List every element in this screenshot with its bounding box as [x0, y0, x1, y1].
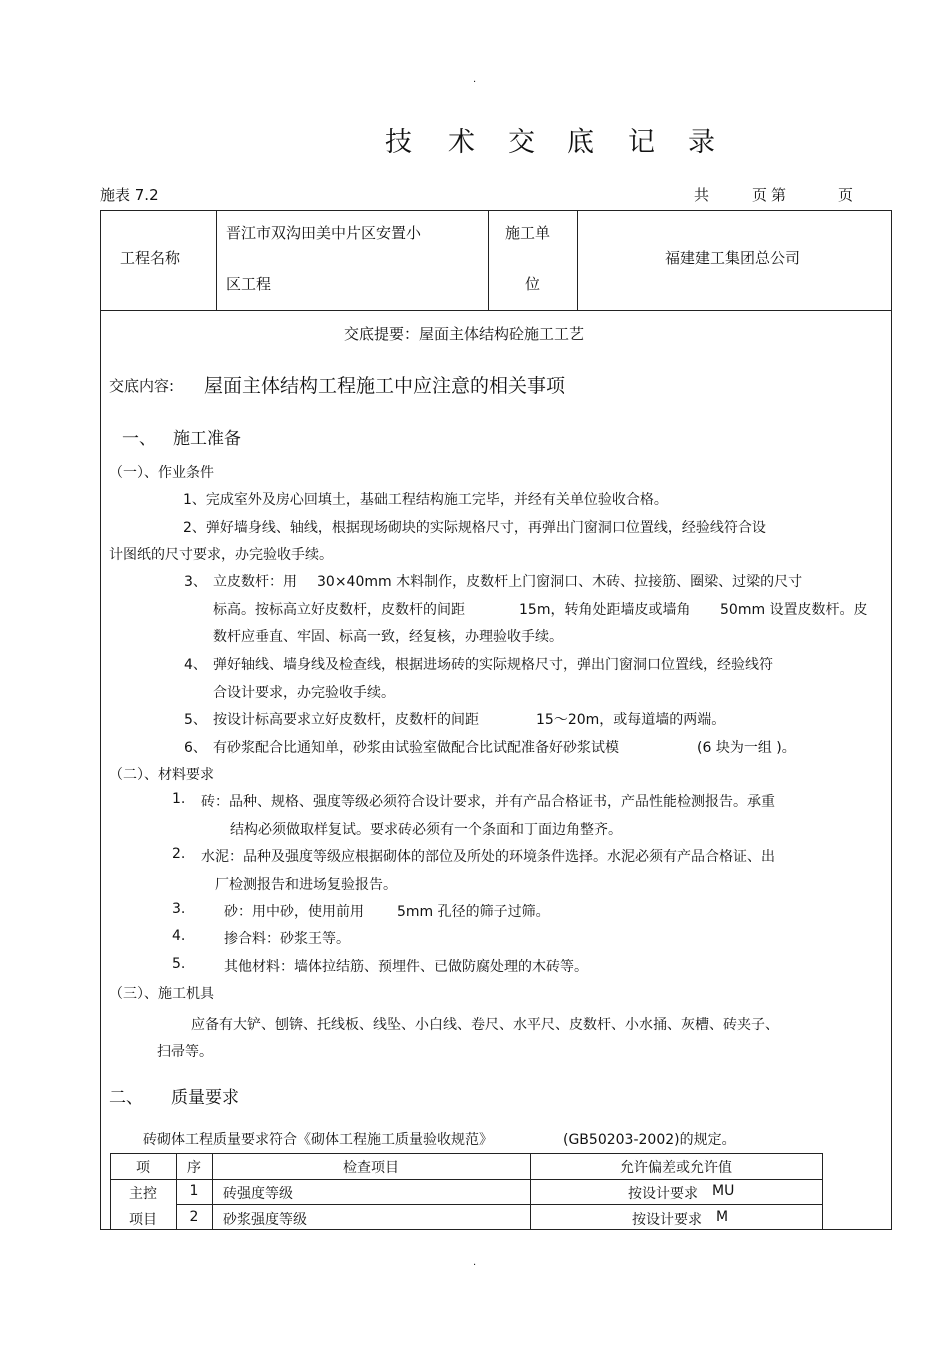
table-header-item: 检查项目: [343, 1160, 399, 1176]
subsection-materials: （二）、材料要求: [109, 767, 214, 783]
title-char: 记: [628, 127, 655, 158]
top-dot: .: [473, 74, 477, 85]
table-row-seq: 1: [189, 1183, 199, 1199]
condition-6b: (6 块为一组 )。: [697, 740, 796, 756]
material-4-number: 4.: [172, 928, 186, 944]
table-row-value: 按设计要求: [632, 1212, 702, 1228]
material-3-number: 3.: [172, 901, 186, 917]
condition-3b3: 50mm 设置皮数杆。皮: [720, 602, 868, 618]
condition-3c: 数杆应垂直、牢固、标高一致，经复核，办理验收手续。: [213, 629, 563, 645]
tools-line2: 扫帚等。: [157, 1044, 213, 1060]
section1-title: 施工准备: [173, 429, 241, 449]
table-row-value: 按设计要求: [628, 1186, 698, 1202]
section1-number: 一、: [122, 429, 156, 449]
section2-title: 质量要求: [171, 1088, 239, 1108]
title-char: 录: [688, 127, 715, 158]
page-current-label: 页第: [752, 186, 791, 204]
material-1-number: 1.: [172, 791, 186, 807]
title-char: 底: [567, 127, 594, 158]
subsection-tools: （三）、施工机具: [109, 986, 214, 1002]
construction-unit-name: 福建建工集团总公司: [665, 249, 801, 267]
title-char: 交: [508, 127, 535, 158]
title-char: 技: [385, 127, 412, 158]
condition-6a: 有砂浆配合比通知单，砂浆由试验室做配合比试配准备好砂浆试模: [213, 740, 619, 756]
material-2-number: 2.: [172, 846, 186, 862]
table-group-label-2: 项目: [129, 1212, 157, 1228]
tools-line1: 应备有大铲、刨锛、托线板、线坠、小白线、卷尺、水平尺、皮数杆、小水捅、灰槽、砖夹子、: [191, 1017, 779, 1033]
table-header-seq: 序: [187, 1160, 201, 1176]
condition-5-number: 5、: [184, 712, 207, 728]
condition-4-number: 4、: [184, 657, 207, 673]
unit-label-line2: 位: [525, 275, 541, 293]
condition-6-number: 6、: [184, 740, 207, 756]
material-2a: 水泥：品种及强度等级应根据砌体的部位及所处的环境条件选择。水泥必须有产品合格证、出: [201, 849, 775, 865]
table-row-item: 砂浆强度等级: [223, 1212, 307, 1228]
quality-intro: 砖砌体工程质量要求符合《砌体工程施工质量验收规范》: [143, 1132, 493, 1148]
form-number: 施表 7.2: [100, 186, 159, 204]
material-4a: 掺合料：砂浆王等。: [224, 931, 350, 947]
project-name-label: 工程名称: [120, 249, 181, 267]
condition-1: 1、完成室外及房心回填土，基础工程结构施工完毕，并经有关单位验收合格。: [183, 492, 668, 508]
condition-3b2: 15m，转角处距墙皮或墙角: [519, 602, 691, 618]
condition-5b: 15～20m，或每道墙的两端。: [536, 712, 726, 728]
project-name-line1: 晋江市双沟田美中片区安置小: [226, 224, 422, 242]
material-3a: 砂：用中砂，使用前用: [224, 904, 364, 920]
condition-3b1: 标高。按标高立好皮数杆，皮数杆的间距: [213, 602, 465, 618]
table-row-seq: 2: [189, 1209, 199, 1225]
material-1a: 砖：品种、规格、强度等级必须符合设计要求，并有产品合格证书，产品性能检测报告。承重: [201, 794, 775, 810]
page-end-label: 页: [838, 186, 854, 204]
material-1b: 结构必须做取样复试。要求砖必须有一个条面和丁面边角整齐。: [230, 822, 622, 838]
page-total-label: 共: [694, 186, 710, 204]
condition-3-number: 3、: [184, 574, 207, 590]
material-5a: 其他材料：墙体拉结筋、预埋件、已做防腐处理的木砖等。: [224, 959, 588, 975]
material-5-number: 5.: [172, 956, 186, 972]
condition-4a: 弹好轴线、墙身线及检查线，根据进场砖的实际规格尺寸，弹出门窗洞口位置线，经验线符: [213, 657, 773, 673]
condition-3a2: 30×40mm 木料制作，皮数杆上门窗洞口、木砖、拉接筋、圈梁、过梁的尺寸: [317, 574, 803, 590]
summary: 交底提要：屋面主体结构砼施工工艺: [344, 325, 585, 343]
condition-4b: 合设计要求，办完验收手续。: [213, 685, 395, 701]
table-header-category: 项: [136, 1160, 150, 1176]
material-2b: 厂检测报告和进场复验报告。: [215, 877, 397, 893]
content-label: 交底内容:: [109, 377, 175, 395]
section2-number: 二、: [109, 1088, 143, 1108]
quality-standard: (GB50203-2002)的规定。: [563, 1132, 736, 1148]
table-group-label-1: 主控: [129, 1186, 157, 1202]
title-char: 术: [448, 127, 475, 158]
table-row-item: 砖强度等级: [223, 1186, 293, 1202]
table-row-unit: M: [716, 1209, 729, 1225]
bottom-dot: .: [473, 1257, 477, 1268]
project-name-line2: 区工程: [226, 275, 272, 293]
subsection-conditions: （一）、作业条件: [109, 465, 214, 481]
condition-3a: 立皮数杆：用: [213, 574, 297, 590]
condition-5a: 按设计标高要求立好皮数杆，皮数杆的间距: [213, 712, 479, 728]
table-row-unit: MU: [712, 1183, 735, 1199]
content-title: 屋面主体结构工程施工中应注意的相关事项: [204, 375, 566, 397]
condition-2b: 计图纸的尺寸要求，办完验收手续。: [109, 547, 333, 563]
unit-label-line1: 施工单: [505, 224, 551, 242]
material-3b: 5mm 孔径的筛子过筛。: [397, 904, 550, 920]
condition-2a: 2、弹好墙身线、轴线，根据现场砌块的实际规格尺寸，再弹出门窗洞口位置线，经验线符合设: [183, 520, 766, 536]
table-header-tolerance: 允许偏差或允许值: [620, 1160, 732, 1176]
